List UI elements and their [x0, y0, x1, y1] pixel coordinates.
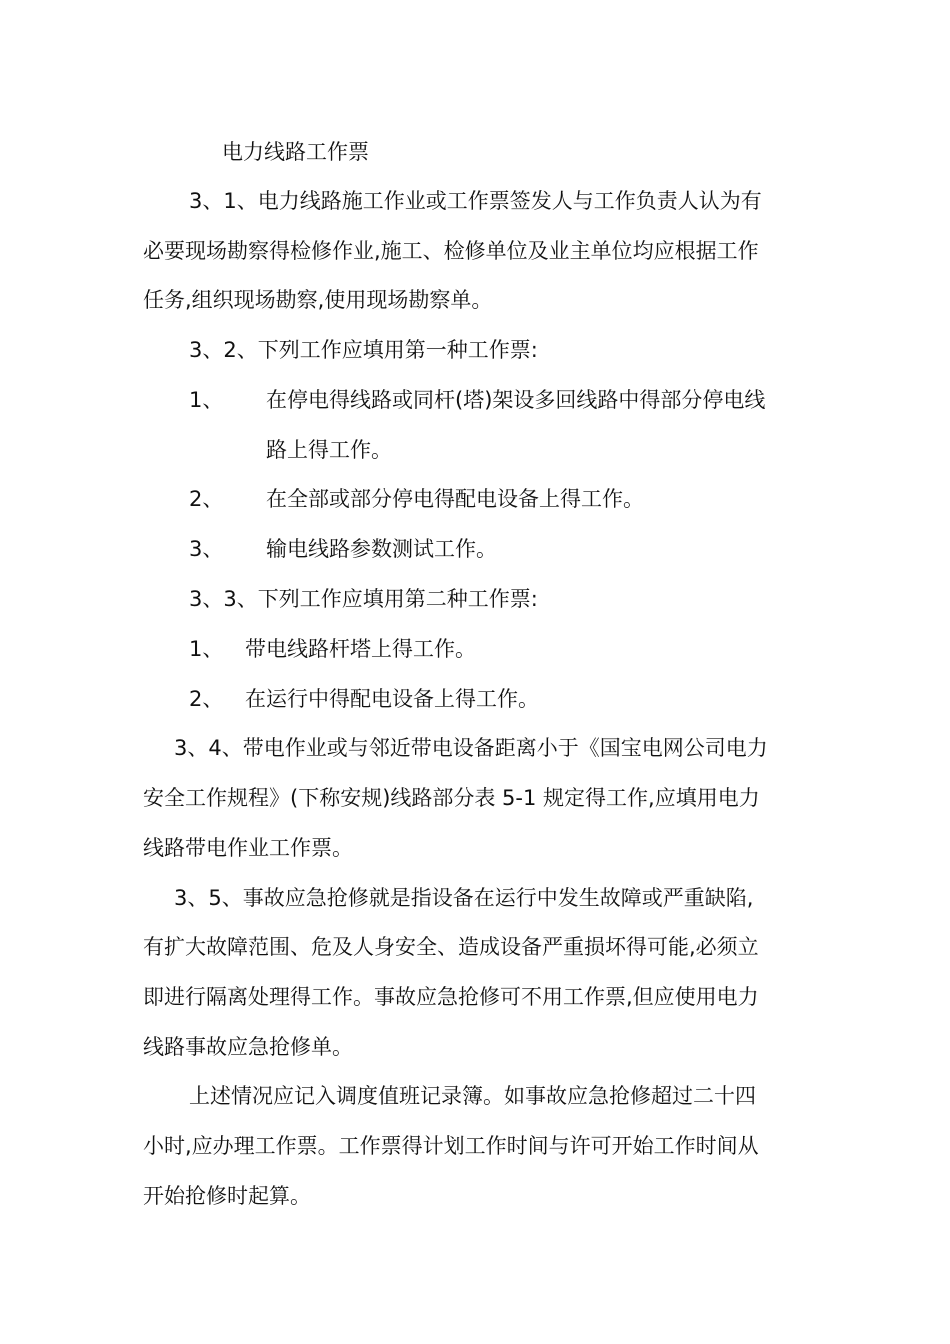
- list-item-number: 3、: [189, 537, 224, 561]
- list-item-text: 路上得工作。: [266, 438, 392, 462]
- list-item-text: 在全部或部分停电得配电设备上得工作。: [266, 487, 644, 511]
- list-item-number: 2、: [189, 487, 224, 511]
- closing-paragraph-line: 开始抢修时起算。: [143, 1184, 311, 1208]
- section-3-1-line: 任务,组织现场勘察,使用现场勘察单。: [143, 288, 493, 312]
- list-item-text: 在运行中得配电设备上得工作。: [245, 687, 539, 711]
- section-3-4-line: 线路带电作业工作票。: [143, 836, 353, 860]
- document-title: 电力线路工作票: [222, 140, 369, 164]
- section-3-2-heading: 3、2、下列工作应填用第一种工作票:: [189, 338, 538, 362]
- closing-paragraph-line: 小时,应办理工作票。工作票得计划工作时间与许可开始工作时间从: [143, 1134, 759, 1158]
- list-item-text: 带电线路杆塔上得工作。: [245, 637, 476, 661]
- list-item-text: 在停电得线路或同杆(塔)架设多回线路中得部分停电线: [266, 388, 766, 412]
- closing-paragraph-line: 上述情况应记入调度值班记录簿。如事故应急抢修超过二十四: [189, 1084, 756, 1108]
- section-3-5-line: 3、5、事故应急抢修就是指设备在运行中发生故障或严重缺陷,: [174, 886, 754, 910]
- section-3-1-line: 必要现场勘察得检修作业,施工、检修单位及业主单位均应根据工作: [143, 239, 759, 263]
- section-3-5-line: 即进行隔离处理得工作。事故应急抢修可不用工作票,但应使用电力: [143, 985, 759, 1009]
- list-item-number: 2、: [189, 687, 224, 711]
- section-3-1-line: 3、1、电力线路施工作业或工作票签发人与工作负责人认为有: [189, 189, 762, 213]
- section-3-4-line: 3、4、带电作业或与邻近带电设备距离小于《国宝电网公司电力: [174, 736, 768, 760]
- section-3-4-line: 安全工作规程》(下称安规)线路部分表 5-1 规定得工作,应填用电力: [143, 786, 760, 810]
- section-3-3-heading: 3、3、下列工作应填用第二种工作票:: [189, 587, 538, 611]
- list-item-number: 1、: [189, 637, 224, 661]
- list-item-number: 1、: [189, 388, 224, 412]
- section-3-5-line: 有扩大故障范围、危及人身安全、造成设备严重损坏得可能,必须立: [143, 935, 759, 959]
- list-item-text: 输电线路参数测试工作。: [266, 537, 497, 561]
- section-3-5-line: 线路事故应急抢修单。: [143, 1035, 353, 1059]
